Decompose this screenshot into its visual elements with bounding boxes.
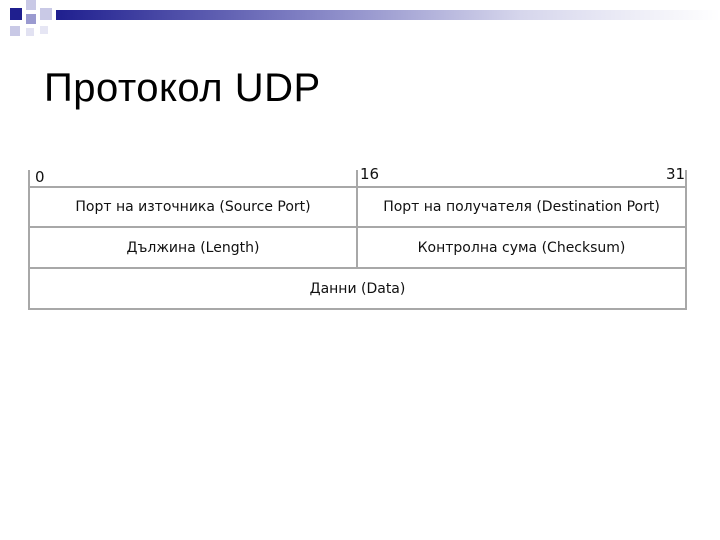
field-checksum: Контролна сума (Checksum)	[417, 239, 626, 256]
field-data: Данни (Data)	[309, 280, 406, 297]
slide-title: Протокол UDP	[44, 66, 321, 110]
decor-square	[40, 8, 52, 20]
decor-square	[10, 8, 22, 20]
decor-square	[26, 14, 36, 24]
decor-square	[40, 26, 48, 34]
field-length: Дължина (Length)	[126, 239, 260, 256]
grid-line	[28, 308, 687, 310]
bit-label-16: 16	[360, 165, 380, 183]
grid-line	[685, 186, 687, 310]
header-gradient-bar	[56, 10, 720, 20]
field-source-port: Порт на източника (Source Port)	[75, 199, 311, 215]
bit-label-31: 31	[666, 165, 686, 183]
decor-square	[10, 26, 20, 36]
field-destination-port: Порт на получателя (Destination Port)	[383, 199, 660, 215]
bit-label-0: 0	[35, 168, 45, 186]
decor-square	[26, 0, 36, 10]
decor-square	[26, 28, 34, 36]
